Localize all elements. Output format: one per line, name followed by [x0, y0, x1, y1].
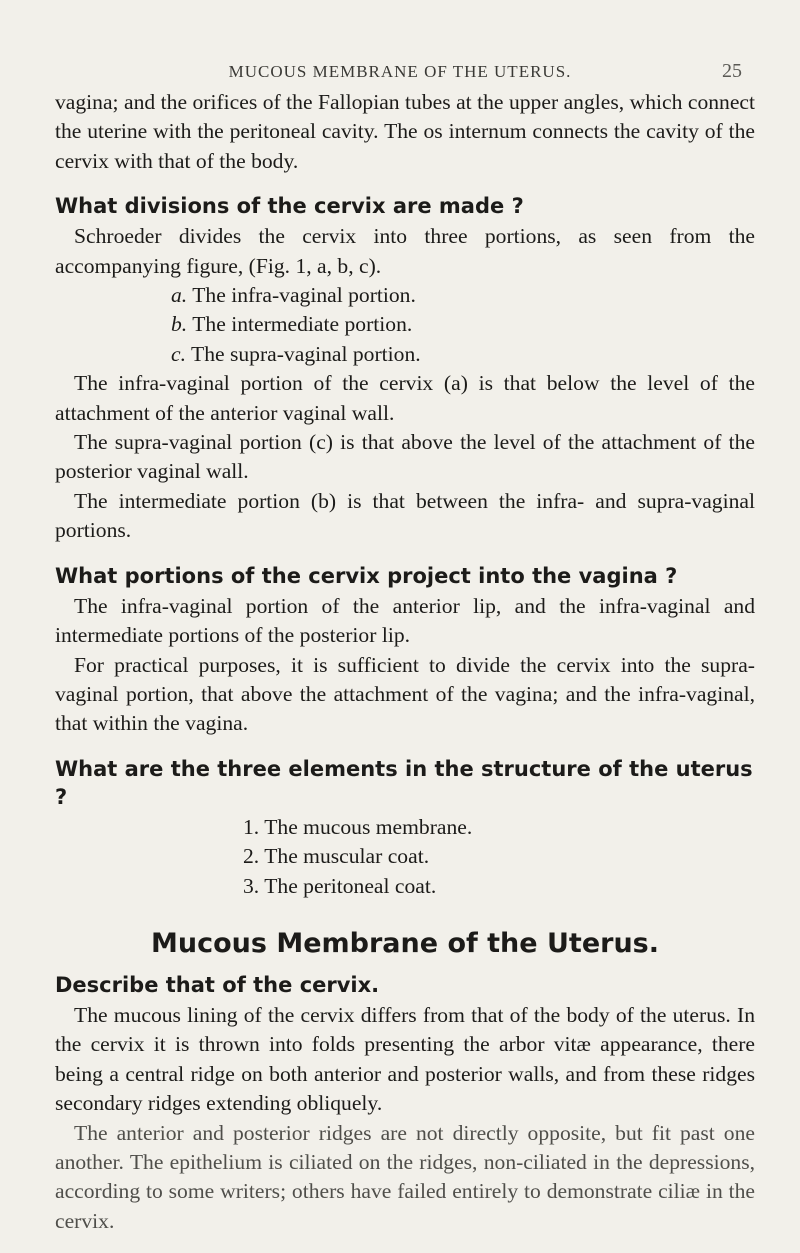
- question-uterus-elements: What are the three elements in the structure of the uterus ?: [55, 756, 753, 809]
- item-text: The intermediate portion.: [192, 312, 413, 337]
- list-item: 2. The muscular coat.: [243, 844, 430, 869]
- question-cervix-divisions: What divisions of the cervix are made ?: [55, 194, 524, 219]
- section-heading: Mucous Membrane of the Uterus.: [151, 927, 659, 959]
- paragraph: The mucous lining of the cervix differs from that of the body of the uterus. In the cervix it is thrown into folds presenting the arbor vitæ appearance, there being a central ridge on both anterior and posterior walls, and from these ridges secondary ridges extending obliquely.: [55, 1002, 755, 1116]
- item-letter: c.: [171, 341, 186, 366]
- list-item: [55, 281, 755, 310]
- paragraph: The infra-vaginal portion of the cervix (a) is that below the level of the attachment of the anterior vaginal wall.: [55, 371, 755, 425]
- paragraph: The anterior and posterior ridges are not directly opposite, but fit past one another. The epithelium is ciliated on the ridges, non-ciliated in the depressions, according to some writers; others have failed entirely to demonstrate ciliæ in the cervix.: [55, 1120, 755, 1233]
- item-text: The supra-vaginal portion.: [191, 341, 421, 366]
- list-item: [55, 310, 755, 339]
- paragraph: The infra-vaginal portion of the anterior lip, and the infra-vaginal and intermediate portions of the posterior lip.: [55, 593, 755, 648]
- paragraph: Schroeder divides the cervix into three portions, as seen from the accompanying figure, (Fig. 1, a, b, c).: [55, 224, 755, 278]
- page-number: 25: [722, 60, 742, 82]
- running-head: [0, 60, 800, 86]
- item-letter: b.: [171, 312, 188, 337]
- page-body: [55, 88, 755, 1236]
- intro-paragraph: vagina; and the orifices of the Fallopian tubes at the upper angles, which connect the uterine with the peritoneal cavity. The os internum connects the cavity of the cervix with that of the body.: [55, 90, 755, 173]
- list-item: 3. The peritoneal coat.: [243, 873, 437, 898]
- paragraph: The intermediate portion (b) is that between the infra- and supra-vaginal portions.: [55, 488, 755, 543]
- paragraph: For practical purposes, it is sufficient to divide the cervix into the supra-vaginal portion, that above the attachment of the vagina; and the infra-vaginal, that within the vagina.: [55, 652, 755, 736]
- list-item: 1. The mucous membrane.: [243, 814, 473, 839]
- question-vagina-projection: What portions of the cervix project into the vagina ?: [55, 563, 678, 588]
- item-letter: a.: [171, 283, 188, 308]
- running-title: MUCOUS MEMBRANE OF THE UTERUS.: [228, 62, 572, 81]
- item-text: The infra-vaginal portion.: [192, 283, 416, 308]
- question-cervix-membrane: Describe that of the cervix.: [55, 972, 380, 997]
- paragraph: The supra-vaginal portion (c) is that above the level of the attachment of the posterior vaginal wall.: [55, 430, 755, 484]
- list-item: [55, 340, 755, 369]
